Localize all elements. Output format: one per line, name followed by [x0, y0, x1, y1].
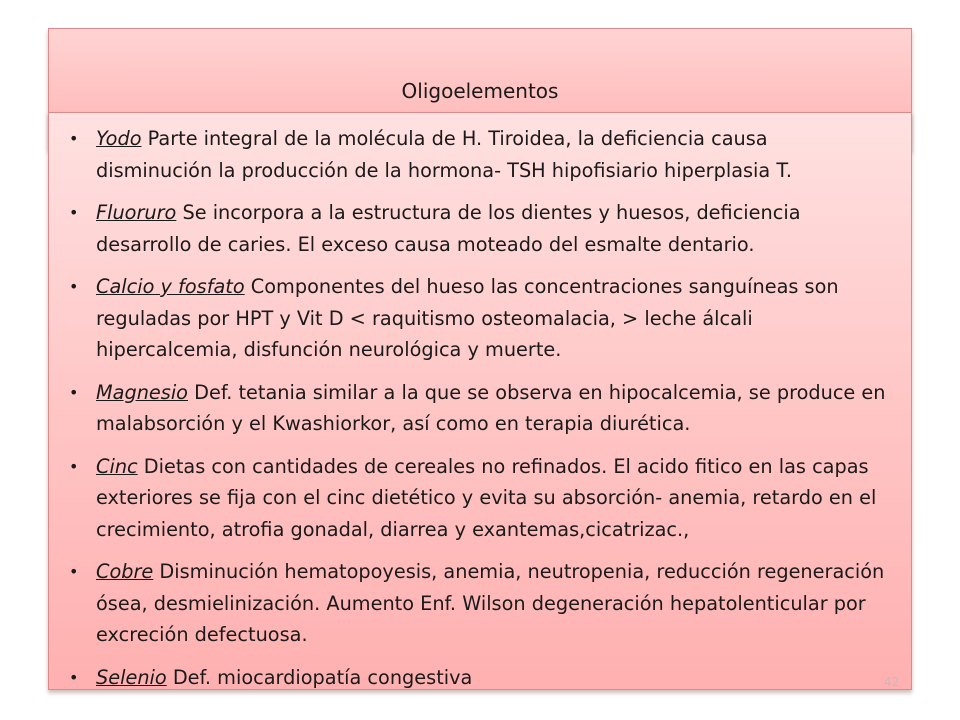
- list-item-fluoruro: [59, 197, 889, 260]
- bullet-icon: •: [69, 277, 79, 296]
- description-cobre: Disminución hematopoyesis, anemia, neutropenia, reducción regeneración ósea, desmielinización. Aumento Enf. Wilson degeneración hepatolenticular por excreción defectuosa.: [96, 560, 885, 646]
- term-magnesio: Magnesio: [96, 380, 188, 404]
- term-fluoruro: Fluoruro: [96, 201, 177, 224]
- description-selenio: Def. miocardiopatía congestiva: [166, 665, 473, 689]
- bullet-icon: •: [69, 203, 79, 222]
- list-item-selenio: [59, 662, 889, 694]
- list-item-cobre: [59, 556, 889, 651]
- term-cobre: Cobre: [96, 560, 154, 583]
- term-cinc: Cinc: [96, 454, 138, 478]
- bullet-list: [59, 123, 889, 693]
- page-number: 42: [884, 675, 900, 689]
- list-item-calcio-fosfato: [59, 271, 889, 366]
- content-box: [48, 112, 912, 690]
- bullet-icon: •: [69, 562, 79, 581]
- term-calcio-fosfato: Calcio y fosfato: [96, 275, 245, 298]
- bullet-icon: •: [69, 129, 79, 148]
- description-fluoruro: Se incorpora a la estructura de los dientes y huesos, deficiencia desarrollo de caries. El exceso causa moteado del esmalte dentario.: [96, 201, 801, 256]
- list-item-yodo: [59, 123, 889, 186]
- list-item-magnesio: [59, 377, 889, 440]
- bullet-icon: •: [69, 456, 79, 476]
- list-item-cinc: [59, 451, 889, 546]
- bullet-icon: •: [69, 382, 79, 402]
- slide-title: Oligoelementos: [401, 79, 559, 103]
- description-calcio-fosfato: Componentes del hueso las concentraciones sanguíneas son reguladas por HPT y Vit D < raquitismo osteomalacia, > leche álcali hipercalcemia, disfunción neurológica y muerte.: [96, 275, 839, 361]
- term-selenio: Selenio: [96, 665, 167, 689]
- description-magnesio: Def. tetania similar a la que se observa en hipocalcemia, se produce en malabsorción y el Kwashiorkor, así como en terapia diurética.: [96, 380, 886, 435]
- bullet-icon: •: [69, 667, 79, 687]
- description-yodo: Parte integral de la molécula de H. Tiroidea, la deficiencia causa disminución la producción de la hormona- TSH hipofisiario hiperplasia T.: [96, 127, 792, 182]
- description-cinc: Dietas con cantidades de cereales no refinados. El acido fitico en las capas exteriores se fija con el cinc dietético y evita su absorción- anemia, retardo en el crecimiento, atrofia gonadal, diarrea y exantemas,cicatrizac.,: [96, 454, 877, 541]
- term-yodo: Yodo: [96, 127, 142, 150]
